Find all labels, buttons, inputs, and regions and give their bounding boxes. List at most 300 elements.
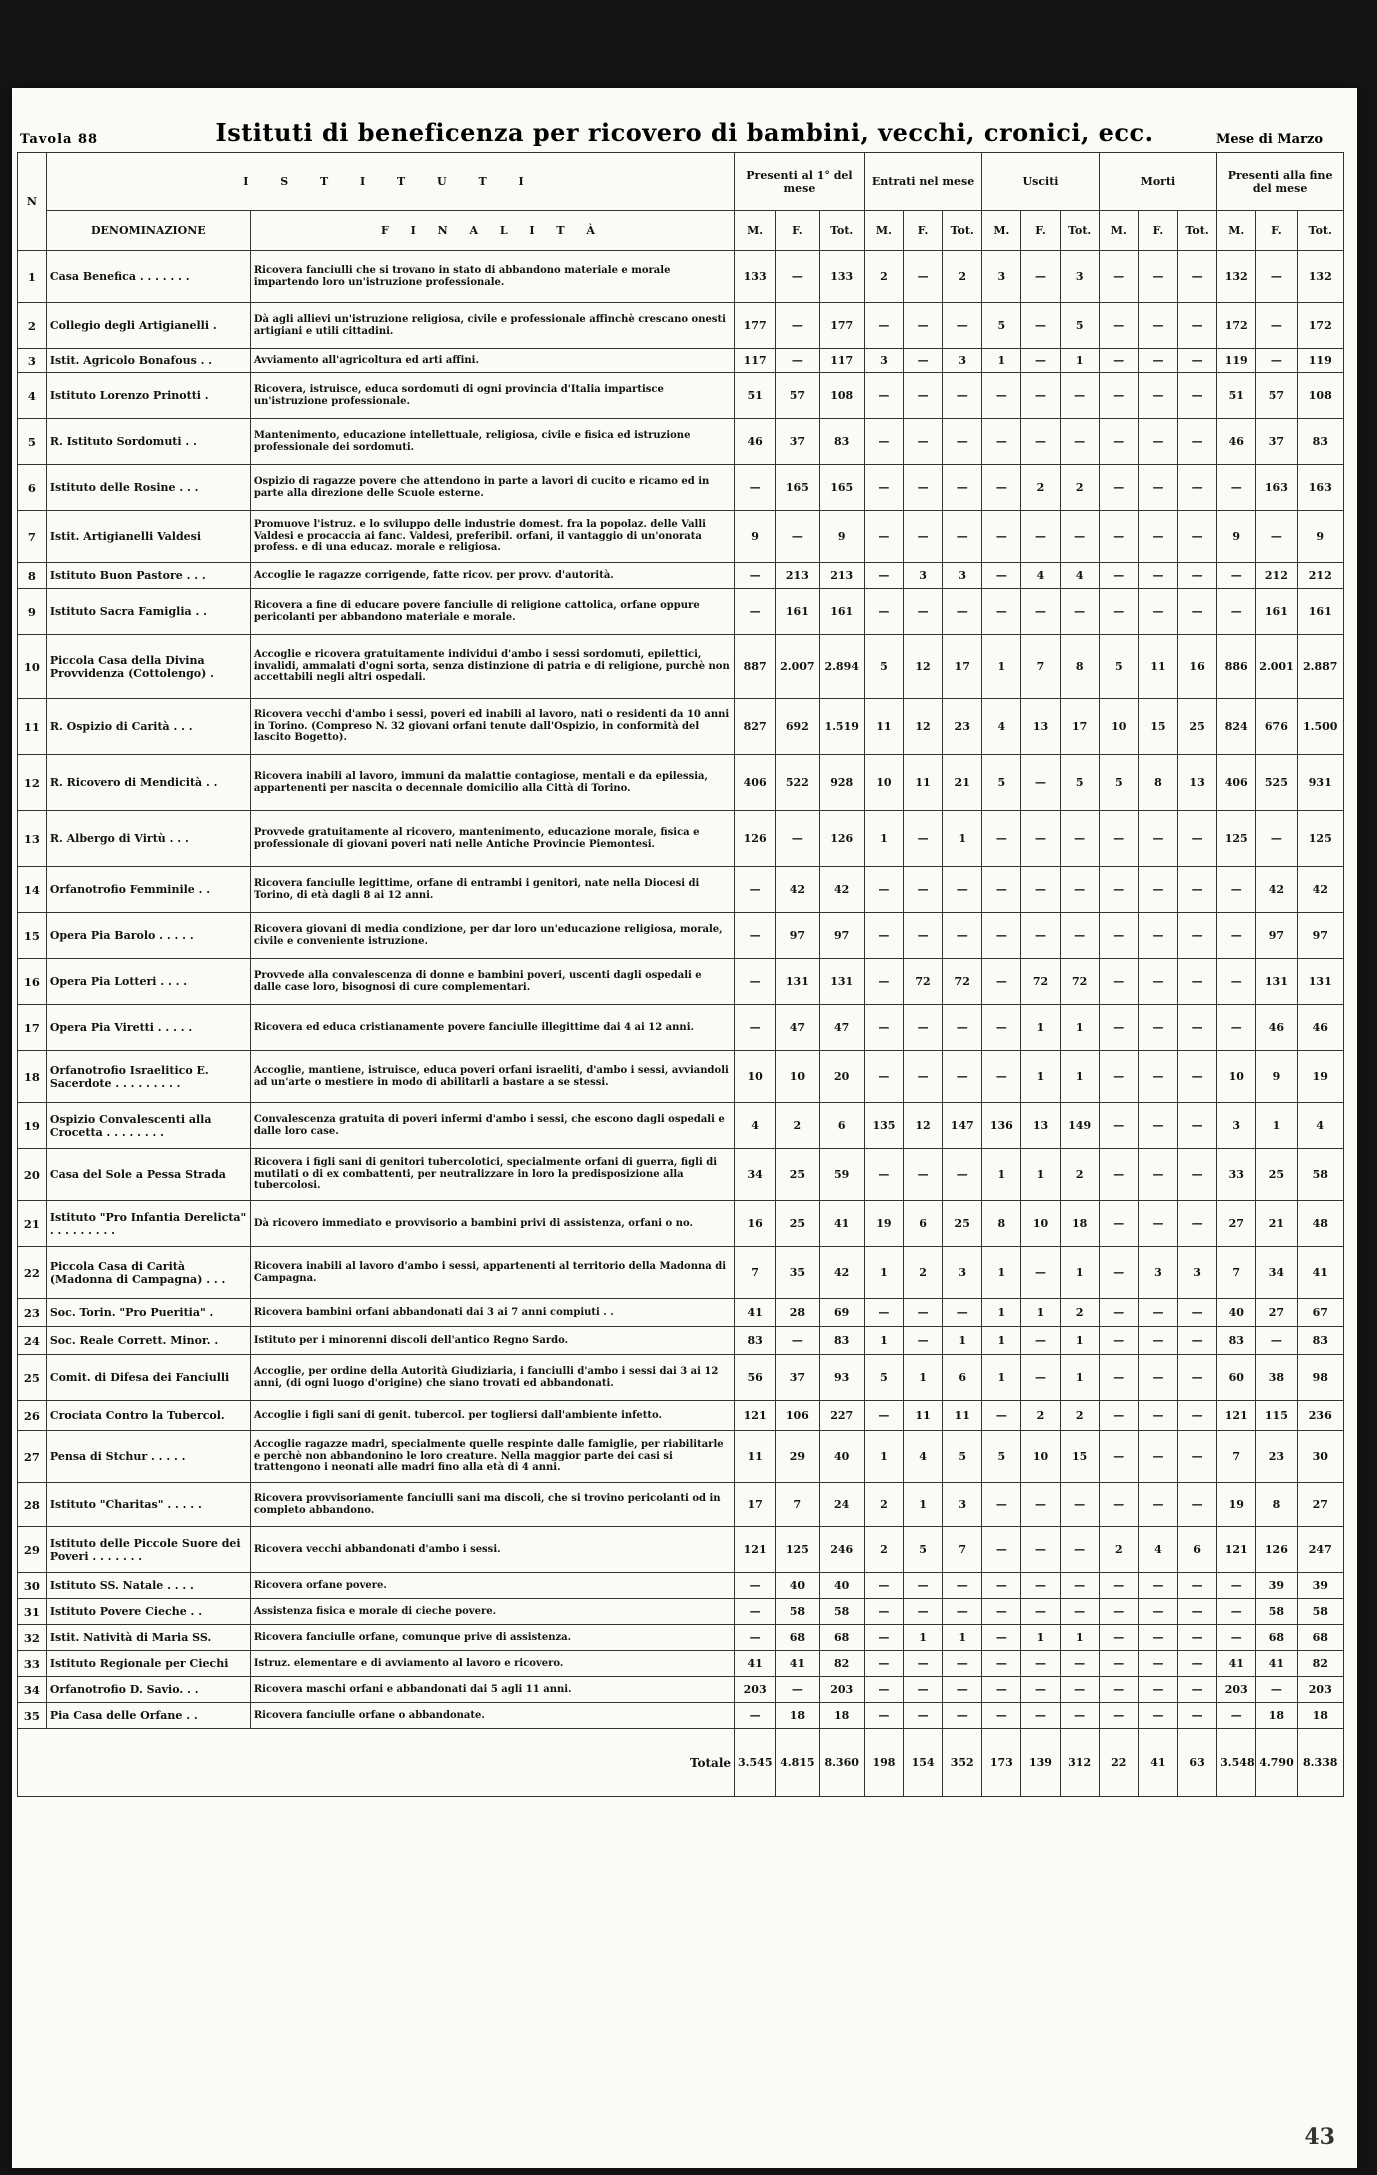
value-cell: —	[864, 1401, 903, 1431]
value-cell: —	[1138, 1573, 1177, 1599]
value-cell: 18	[1060, 1201, 1099, 1247]
value-cell: 97	[819, 913, 864, 959]
value-cell: 149	[1060, 1103, 1099, 1149]
value-cell: —	[1099, 1677, 1138, 1703]
value-cell: —	[864, 419, 903, 465]
value-cell: —	[1178, 349, 1217, 373]
value-cell: 83	[1297, 1327, 1344, 1355]
value-cell: —	[1060, 1677, 1099, 1703]
value-cell: —	[1217, 913, 1256, 959]
value-cell: —	[1178, 419, 1217, 465]
value-cell: —	[864, 1703, 903, 1729]
value-cell: 2	[1060, 1299, 1099, 1327]
value-cell: 3	[1178, 1247, 1217, 1299]
value-cell: —	[1021, 1599, 1060, 1625]
value-cell: 6	[819, 1103, 864, 1149]
row-number: 34	[18, 1677, 47, 1703]
row-number: 21	[18, 1201, 47, 1247]
institute-name: Istituto Buon Pastore . . .	[46, 563, 250, 589]
value-cell: 131	[1297, 959, 1344, 1005]
tavola-label: Tavola 88	[20, 132, 99, 147]
value-cell: —	[904, 1149, 943, 1201]
value-cell: 133	[735, 251, 776, 303]
value-cell: 131	[776, 959, 819, 1005]
value-cell: 2	[943, 251, 982, 303]
value-cell: 9	[735, 511, 776, 563]
page-number: 43	[1304, 2124, 1335, 2150]
value-cell: 2	[776, 1103, 819, 1149]
value-cell: 37	[776, 1355, 819, 1401]
value-cell: —	[1099, 303, 1138, 349]
row-number: 2	[18, 303, 47, 349]
value-cell: 5	[982, 755, 1021, 811]
value-cell: —	[864, 1651, 903, 1677]
total-cell: 22	[1099, 1729, 1138, 1797]
col-m: M.	[1217, 211, 1256, 251]
value-cell: 41	[1297, 1247, 1344, 1299]
table-row	[18, 511, 1344, 563]
value-cell: 108	[1297, 373, 1344, 419]
value-cell: 2.894	[819, 635, 864, 699]
value-cell: —	[1099, 1247, 1138, 1299]
value-cell: —	[1099, 1201, 1138, 1247]
value-cell: 1	[1060, 1355, 1099, 1401]
value-cell: 25	[943, 1201, 982, 1247]
month-label: Mese di Marzo	[1215, 132, 1323, 147]
table-row	[18, 1677, 1344, 1703]
value-cell: 2	[1060, 1401, 1099, 1431]
value-cell: —	[776, 1327, 819, 1355]
value-cell: —	[1060, 811, 1099, 867]
value-cell: —	[1178, 1103, 1217, 1149]
value-cell: 72	[943, 959, 982, 1005]
col-presenti-fine: Presenti alla fine del mese	[1217, 153, 1344, 211]
value-cell: 3	[904, 563, 943, 589]
value-cell: 203	[819, 1677, 864, 1703]
row-number: 6	[18, 465, 47, 511]
value-cell: —	[904, 1703, 943, 1729]
value-cell: 58	[1297, 1599, 1344, 1625]
value-cell: 161	[1297, 589, 1344, 635]
institute-purpose: Ricovera vecchi abbandonati d'ambo i sessi.	[250, 1527, 734, 1573]
value-cell: 2.007	[776, 635, 819, 699]
value-cell: 1	[982, 1247, 1021, 1299]
institute-purpose: Ricovera inabili al lavoro d'ambo i sessi, appartenenti al territorio della Madonna di Campagna.	[250, 1247, 734, 1299]
value-cell: —	[1060, 419, 1099, 465]
value-cell: 161	[819, 589, 864, 635]
value-cell: 886	[1217, 635, 1256, 699]
value-cell: 11	[904, 1401, 943, 1431]
value-cell: 406	[1217, 755, 1256, 811]
row-number: 26	[18, 1401, 47, 1431]
value-cell: —	[1021, 811, 1060, 867]
value-cell: 165	[776, 465, 819, 511]
value-cell: —	[1099, 349, 1138, 373]
table-row	[18, 1247, 1344, 1299]
institute-purpose: Ricovera a fine di educare povere fanciulle di religione cattolica, orfane oppure pericolanti per abbandono materiale e morale.	[250, 589, 734, 635]
value-cell: —	[1060, 867, 1099, 913]
value-cell: 25	[1256, 1149, 1297, 1201]
value-cell: 135	[864, 1103, 903, 1149]
value-cell: —	[1099, 465, 1138, 511]
value-cell: —	[864, 913, 903, 959]
value-cell: —	[776, 303, 819, 349]
value-cell: 27	[1256, 1299, 1297, 1327]
value-cell: 42	[819, 1247, 864, 1299]
value-cell: 1	[1021, 1299, 1060, 1327]
value-cell: —	[1060, 511, 1099, 563]
value-cell: —	[1138, 811, 1177, 867]
value-cell: —	[1178, 511, 1217, 563]
value-cell: —	[1138, 1299, 1177, 1327]
table-body	[18, 251, 1344, 1729]
value-cell: —	[864, 1005, 903, 1051]
value-cell: —	[1021, 419, 1060, 465]
value-cell: 1	[904, 1625, 943, 1651]
value-cell: 27	[1297, 1483, 1344, 1527]
value-cell: 1	[943, 1327, 982, 1355]
value-cell: 17	[1060, 699, 1099, 755]
total-cell: 154	[904, 1729, 943, 1797]
value-cell: 1	[982, 1327, 1021, 1355]
value-cell: —	[1021, 349, 1060, 373]
value-cell: 5	[864, 635, 903, 699]
value-cell: 5	[982, 303, 1021, 349]
value-cell: —	[904, 1573, 943, 1599]
value-cell: —	[1138, 1483, 1177, 1527]
value-cell: 115	[1256, 1401, 1297, 1431]
value-cell: 82	[1297, 1651, 1344, 1677]
value-cell: 20	[819, 1051, 864, 1103]
institute-purpose: Ricovera orfane povere.	[250, 1573, 734, 1599]
value-cell: —	[943, 913, 982, 959]
value-cell: —	[982, 1005, 1021, 1051]
value-cell: —	[982, 867, 1021, 913]
institute-purpose: Dà agli allievi un'istruzione religiosa, civile e professionale affinchè crescano onesti artigiani e utili cittadini.	[250, 303, 734, 349]
value-cell: 5	[943, 1431, 982, 1483]
value-cell: 58	[1297, 1149, 1344, 1201]
table-row	[18, 1625, 1344, 1651]
value-cell: —	[1178, 1149, 1217, 1201]
value-cell: —	[735, 465, 776, 511]
value-cell: 24	[819, 1483, 864, 1527]
col-f: F.	[1021, 211, 1060, 251]
value-cell: 213	[819, 563, 864, 589]
value-cell: —	[1217, 1703, 1256, 1729]
value-cell: —	[735, 959, 776, 1005]
value-cell: —	[1021, 1247, 1060, 1299]
value-cell: 51	[735, 373, 776, 419]
value-cell: 41	[735, 1651, 776, 1677]
value-cell: 1	[864, 1431, 903, 1483]
value-cell: —	[1021, 251, 1060, 303]
value-cell: 4	[982, 699, 1021, 755]
value-cell: 7	[776, 1483, 819, 1527]
value-cell: 13	[1021, 699, 1060, 755]
value-cell: —	[1099, 1599, 1138, 1625]
value-cell: —	[1178, 1299, 1217, 1327]
value-cell: 3	[943, 1483, 982, 1527]
value-cell: —	[982, 419, 1021, 465]
value-cell: —	[904, 373, 943, 419]
total-cell: 41	[1138, 1729, 1177, 1797]
value-cell: —	[904, 589, 943, 635]
value-cell: —	[904, 251, 943, 303]
value-cell: 126	[819, 811, 864, 867]
institute-purpose: Accoglie i figli sani di genit. tubercol. per togliersi dall'ambiente infetto.	[250, 1401, 734, 1431]
row-number: 35	[18, 1703, 47, 1729]
col-tot: Tot.	[1297, 211, 1344, 251]
value-cell: —	[1138, 419, 1177, 465]
value-cell: —	[1217, 1599, 1256, 1625]
table-row	[18, 251, 1344, 303]
col-tot: Tot.	[819, 211, 864, 251]
value-cell: —	[1178, 465, 1217, 511]
value-cell: 2	[1099, 1527, 1138, 1573]
row-number: 1	[18, 251, 47, 303]
total-cell: 312	[1060, 1729, 1099, 1797]
institute-name: Pensa di Stchur . . . . .	[46, 1431, 250, 1483]
value-cell: 19	[864, 1201, 903, 1247]
col-f: F.	[1138, 211, 1177, 251]
value-cell: 40	[819, 1431, 864, 1483]
value-cell: 41	[1256, 1651, 1297, 1677]
value-cell: 119	[1217, 349, 1256, 373]
value-cell: —	[904, 1299, 943, 1327]
value-cell: 212	[1297, 563, 1344, 589]
row-number: 9	[18, 589, 47, 635]
table-row	[18, 699, 1344, 755]
value-cell: —	[1060, 1651, 1099, 1677]
col-tot: Tot.	[1178, 211, 1217, 251]
value-cell: —	[864, 589, 903, 635]
table-row	[18, 1401, 1344, 1431]
value-cell: 29	[776, 1431, 819, 1483]
value-cell: —	[864, 867, 903, 913]
table-row	[18, 1201, 1344, 1247]
value-cell: —	[1099, 811, 1138, 867]
value-cell: 5	[1099, 755, 1138, 811]
row-number: 17	[18, 1005, 47, 1051]
value-cell: 3	[1060, 251, 1099, 303]
value-cell: —	[1138, 349, 1177, 373]
value-cell: —	[735, 589, 776, 635]
value-cell: —	[1178, 1703, 1217, 1729]
value-cell: —	[735, 1625, 776, 1651]
value-cell: —	[1178, 811, 1217, 867]
value-cell: —	[1021, 1573, 1060, 1599]
row-number: 10	[18, 635, 47, 699]
value-cell: 406	[735, 755, 776, 811]
value-cell: 1	[1060, 349, 1099, 373]
value-cell: —	[982, 811, 1021, 867]
value-cell: 1	[1060, 1247, 1099, 1299]
value-cell: 1	[864, 1327, 903, 1355]
total-cell: 352	[943, 1729, 982, 1797]
value-cell: 1	[1060, 1327, 1099, 1355]
value-cell: —	[1099, 563, 1138, 589]
value-cell: 18	[1256, 1703, 1297, 1729]
value-cell: 8	[982, 1201, 1021, 1247]
value-cell: 126	[1256, 1527, 1297, 1573]
row-number: 22	[18, 1247, 47, 1299]
value-cell: 132	[1297, 251, 1344, 303]
value-cell: 11	[735, 1431, 776, 1483]
value-cell: 1	[982, 1355, 1021, 1401]
value-cell: 21	[1256, 1201, 1297, 1247]
value-cell: 12	[904, 699, 943, 755]
value-cell: —	[904, 511, 943, 563]
value-cell: 147	[943, 1103, 982, 1149]
value-cell: 8	[1138, 755, 1177, 811]
row-number: 4	[18, 373, 47, 419]
table-row	[18, 1573, 1344, 1599]
value-cell: —	[1099, 251, 1138, 303]
value-cell: 3	[943, 1247, 982, 1299]
value-cell: 41	[735, 1299, 776, 1327]
value-cell: 2	[1060, 1149, 1099, 1201]
institute-purpose: Convalescenza gratuita di poveri infermi d'ambo i sessi, che escono dagli ospedali e dalle loro case.	[250, 1103, 734, 1149]
value-cell: —	[982, 1401, 1021, 1431]
value-cell: 82	[819, 1651, 864, 1677]
value-cell: —	[1060, 1527, 1099, 1573]
value-cell: —	[1138, 1149, 1177, 1201]
value-cell: —	[1138, 959, 1177, 1005]
institute-purpose: Ricovera fanciulle orfane, comunque prive di assistenza.	[250, 1625, 734, 1651]
value-cell: —	[943, 373, 982, 419]
value-cell: —	[904, 811, 943, 867]
institute-name: Istit. Natività di Maria SS.	[46, 1625, 250, 1651]
value-cell: 136	[982, 1103, 1021, 1149]
row-number: 7	[18, 511, 47, 563]
value-cell: 6	[1178, 1527, 1217, 1573]
value-cell: —	[864, 1625, 903, 1651]
table-row	[18, 1483, 1344, 1527]
value-cell: —	[1138, 1703, 1177, 1729]
value-cell: —	[1021, 1677, 1060, 1703]
value-cell: 12	[904, 1103, 943, 1149]
value-cell: 5	[904, 1527, 943, 1573]
document-page	[12, 88, 1357, 2168]
row-number: 3	[18, 349, 47, 373]
total-cell: 139	[1021, 1729, 1060, 1797]
row-number: 24	[18, 1327, 47, 1355]
value-cell: —	[1021, 1327, 1060, 1355]
value-cell: 42	[776, 867, 819, 913]
value-cell: 177	[819, 303, 864, 349]
value-cell: 203	[735, 1677, 776, 1703]
value-cell: —	[943, 303, 982, 349]
value-cell: 93	[819, 1355, 864, 1401]
value-cell: —	[1099, 373, 1138, 419]
value-cell: 4	[904, 1431, 943, 1483]
value-cell: 11	[1138, 635, 1177, 699]
value-cell: —	[1021, 511, 1060, 563]
value-cell: —	[864, 511, 903, 563]
value-cell: 9	[1217, 511, 1256, 563]
value-cell: 3	[1217, 1103, 1256, 1149]
value-cell: 1	[1060, 1051, 1099, 1103]
value-cell: —	[1099, 1327, 1138, 1355]
row-number: 19	[18, 1103, 47, 1149]
table-row	[18, 303, 1344, 349]
value-cell: —	[1256, 1327, 1297, 1355]
value-cell: —	[982, 1527, 1021, 1573]
value-cell: 6	[904, 1201, 943, 1247]
value-cell: —	[1021, 755, 1060, 811]
value-cell: 46	[735, 419, 776, 465]
value-cell: 51	[1217, 373, 1256, 419]
value-cell: —	[1217, 589, 1256, 635]
value-cell: 7	[943, 1527, 982, 1573]
value-cell: 19	[1217, 1483, 1256, 1527]
institute-purpose: Ricovera giovani di media condizione, per dar loro un'educazione religiosa, morale, civile e conveniente istruzione.	[250, 913, 734, 959]
value-cell: 5	[1060, 303, 1099, 349]
value-cell: —	[1138, 511, 1177, 563]
value-cell: 83	[735, 1327, 776, 1355]
value-cell: —	[1256, 1677, 1297, 1703]
value-cell: —	[864, 303, 903, 349]
value-cell: 40	[819, 1573, 864, 1599]
page-title: Istituti di beneficenza per ricovero di bambini, vecchi, cronici, ecc.	[215, 118, 1154, 147]
value-cell: —	[943, 589, 982, 635]
value-cell: 83	[819, 1327, 864, 1355]
col-tot: Tot.	[1060, 211, 1099, 251]
value-cell: 17	[735, 1483, 776, 1527]
table-row	[18, 1651, 1344, 1677]
value-cell: 1.519	[819, 699, 864, 755]
value-cell: 15	[1138, 699, 1177, 755]
value-cell: 2	[1060, 465, 1099, 511]
value-cell: 46	[1256, 1005, 1297, 1051]
value-cell: —	[943, 867, 982, 913]
value-cell: —	[943, 1299, 982, 1327]
institute-name: Pia Casa delle Orfane . .	[46, 1703, 250, 1729]
value-cell: —	[904, 1327, 943, 1355]
value-cell: —	[864, 1573, 903, 1599]
total-cell: 3.548	[1217, 1729, 1256, 1797]
institute-purpose: Accoglie e ricovera gratuitamente individui d'ambo i sessi sordomuti, epilettici, invalidi, ammalati d'ogni sorta, senza distinzione di patria e di religione, purchè non accettabili negli altri ospedali.	[250, 635, 734, 699]
table-row	[18, 465, 1344, 511]
value-cell: —	[943, 1703, 982, 1729]
institute-name: Istituto SS. Natale . . . .	[46, 1573, 250, 1599]
value-cell: 163	[1297, 465, 1344, 511]
value-cell: —	[864, 1149, 903, 1201]
value-cell: —	[1178, 1051, 1217, 1103]
value-cell: —	[864, 465, 903, 511]
value-cell: 72	[1021, 959, 1060, 1005]
value-cell: —	[904, 1599, 943, 1625]
value-cell: 4	[1297, 1103, 1344, 1149]
value-cell: 10	[776, 1051, 819, 1103]
value-cell: —	[943, 465, 982, 511]
value-cell: 68	[1256, 1625, 1297, 1651]
value-cell: —	[1021, 913, 1060, 959]
col-finalita: F I N A L I T À	[250, 211, 734, 251]
value-cell: —	[1021, 1651, 1060, 1677]
table-row	[18, 1149, 1344, 1201]
table-row	[18, 1327, 1344, 1355]
value-cell: 1	[1021, 1625, 1060, 1651]
value-cell: —	[1178, 1483, 1217, 1527]
value-cell: 1	[864, 1247, 903, 1299]
value-cell: —	[982, 465, 1021, 511]
institute-purpose: Promuove l'istruz. e lo sviluppo delle industrie domest. fra la popolaz. delle Valli Valdesi e procaccia ai fanc. Valdesi, preferibil. orfani, il vantaggio di un'onorata profess. e di una educaz. morale e religiosa.	[250, 511, 734, 563]
institute-purpose: Ricovera ed educa cristianamente povere fanciulle illegittime dai 4 ai 12 anni.	[250, 1005, 734, 1051]
institute-purpose: Istruz. elementare e di avviamento al lavoro e ricovero.	[250, 1651, 734, 1677]
value-cell: —	[1178, 1599, 1217, 1625]
value-cell: 121	[1217, 1401, 1256, 1431]
